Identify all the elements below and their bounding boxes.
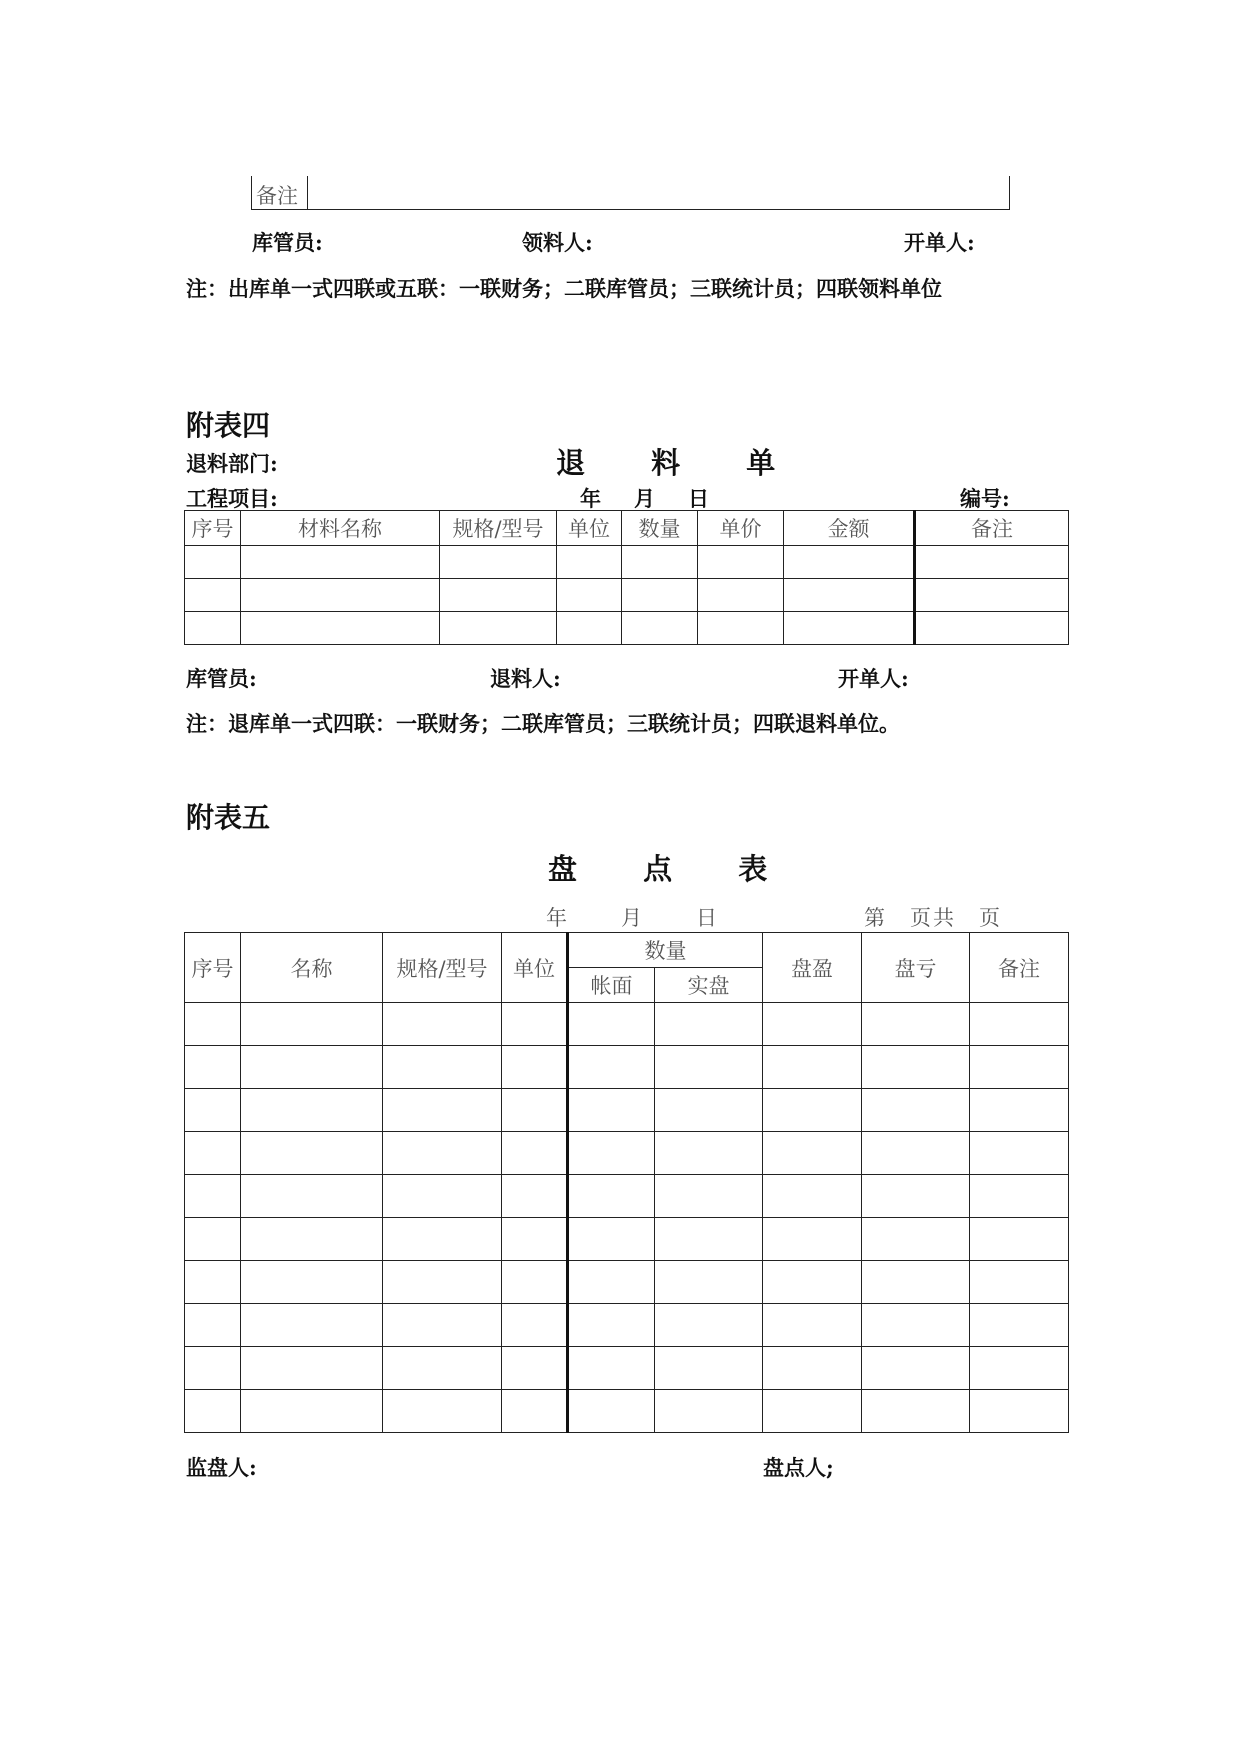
remark-label: 备注 [256, 184, 298, 208]
cell[interactable] [784, 579, 915, 612]
cell[interactable] [557, 612, 622, 645]
table-row [185, 1046, 1069, 1089]
cell[interactable] [502, 1046, 568, 1089]
annex4-dept-label: 退料部门: [186, 451, 278, 476]
cell[interactable] [241, 1218, 383, 1261]
cell[interactable] [970, 1089, 1069, 1132]
cell[interactable] [241, 1347, 383, 1390]
top-receiver-signature: 领料人: [522, 230, 593, 255]
table-row [185, 1003, 1069, 1046]
cell[interactable] [970, 1132, 1069, 1175]
cell[interactable] [763, 1218, 862, 1261]
cell[interactable] [655, 1089, 763, 1132]
cell[interactable] [502, 1132, 568, 1175]
cell[interactable] [862, 1347, 970, 1390]
cell[interactable] [502, 1003, 568, 1046]
cell[interactable] [763, 1261, 862, 1304]
annex5-date-label: 年 月 日 [546, 906, 721, 930]
cell[interactable] [502, 1175, 568, 1218]
cell[interactable] [185, 1218, 241, 1261]
cell[interactable] [862, 1003, 970, 1046]
cell[interactable] [655, 1218, 763, 1261]
cell[interactable] [568, 1003, 655, 1046]
cell[interactable] [440, 612, 557, 645]
cell[interactable] [568, 1261, 655, 1304]
header-seq: 序号 [185, 511, 241, 546]
cell[interactable] [185, 546, 241, 579]
cell[interactable] [784, 612, 915, 645]
cell[interactable] [970, 1304, 1069, 1347]
cell[interactable] [862, 1218, 970, 1261]
cell[interactable] [568, 1304, 655, 1347]
return-slip-table [184, 510, 1069, 645]
cell[interactable] [568, 1390, 655, 1433]
cell[interactable] [502, 1347, 568, 1390]
cell[interactable] [655, 1175, 763, 1218]
cell[interactable] [383, 1390, 502, 1433]
cell[interactable] [622, 579, 698, 612]
cell[interactable] [185, 1046, 241, 1089]
cell[interactable] [241, 1304, 383, 1347]
header-surplus: 盘盈 [763, 933, 862, 1003]
top-keeper-signature: 库管员: [252, 230, 323, 255]
header-seq: 序号 [185, 933, 241, 1003]
cell[interactable] [862, 1089, 970, 1132]
cell[interactable] [383, 1261, 502, 1304]
cell[interactable] [862, 1304, 970, 1347]
cell[interactable] [383, 1175, 502, 1218]
table-row [185, 1390, 1069, 1433]
cell[interactable] [185, 1132, 241, 1175]
header-remark: 备注 [970, 933, 1069, 1003]
cell[interactable] [185, 1003, 241, 1046]
cell[interactable] [383, 1304, 502, 1347]
cell[interactable] [241, 1089, 383, 1132]
inventory-header-row-1 [185, 933, 1069, 968]
return-slip-header-row [185, 511, 1069, 546]
cell[interactable] [241, 546, 440, 579]
cell[interactable] [763, 1390, 862, 1433]
table-row [185, 1261, 1069, 1304]
annex4-title: 退 料 单 [556, 446, 804, 480]
cell[interactable] [655, 1261, 763, 1304]
header-loss: 盘亏 [862, 933, 970, 1003]
cell[interactable] [502, 1390, 568, 1433]
cell[interactable] [784, 546, 915, 579]
cell[interactable] [970, 1003, 1069, 1046]
table-row [185, 1175, 1069, 1218]
table-row [185, 1347, 1069, 1390]
header-qty-actual: 实盘 [655, 968, 763, 1003]
cell[interactable] [502, 1261, 568, 1304]
header-unit: 单位 [502, 933, 568, 1003]
cell[interactable] [698, 612, 784, 645]
cell[interactable] [440, 579, 557, 612]
cell[interactable] [655, 1132, 763, 1175]
cell[interactable] [763, 1175, 862, 1218]
cell[interactable] [502, 1218, 568, 1261]
cell[interactable] [241, 612, 440, 645]
table-row [185, 1218, 1069, 1261]
cell[interactable] [698, 546, 784, 579]
cell[interactable] [915, 546, 1069, 579]
cell[interactable] [970, 1347, 1069, 1390]
cell[interactable] [241, 579, 440, 612]
cell[interactable] [241, 1175, 383, 1218]
inventory-count-table [184, 932, 1069, 1433]
cell[interactable] [698, 579, 784, 612]
cell[interactable] [763, 1046, 862, 1089]
cell[interactable] [763, 1003, 862, 1046]
cell[interactable] [557, 546, 622, 579]
cell[interactable] [655, 1046, 763, 1089]
cell[interactable] [241, 1003, 383, 1046]
table-row [185, 546, 1069, 579]
cell[interactable] [970, 1175, 1069, 1218]
cell[interactable] [862, 1046, 970, 1089]
header-remark: 备注 [915, 511, 1069, 546]
cell[interactable] [655, 1390, 763, 1433]
table-row [185, 612, 1069, 645]
cell[interactable] [241, 1046, 383, 1089]
annex5-counter-signature: 盘点人; [763, 1455, 834, 1480]
annex4-note: 注：退库单一式四联：一联财务；二联库管员；三联统计员；四联退料单位。 [186, 711, 900, 736]
cell[interactable] [862, 1390, 970, 1433]
table-row [185, 579, 1069, 612]
cell[interactable] [862, 1261, 970, 1304]
annex4-project-label: 工程项目: [186, 486, 278, 511]
cell[interactable] [383, 1347, 502, 1390]
cell[interactable] [502, 1089, 568, 1132]
header-unit: 单位 [557, 511, 622, 546]
table-row [185, 1132, 1069, 1175]
cell[interactable] [185, 1261, 241, 1304]
header-amount: 金额 [784, 511, 915, 546]
annex5-title: 盘 点 表 [548, 852, 796, 886]
cell[interactable] [383, 1132, 502, 1175]
cell[interactable] [568, 1089, 655, 1132]
header-material-name: 材料名称 [241, 511, 440, 546]
cell[interactable] [655, 1304, 763, 1347]
cell[interactable] [502, 1304, 568, 1347]
cell[interactable] [915, 612, 1069, 645]
cell[interactable] [185, 1390, 241, 1433]
cell[interactable] [568, 1347, 655, 1390]
cell[interactable] [763, 1347, 862, 1390]
cell[interactable] [185, 1304, 241, 1347]
header-qty: 数量 [568, 933, 763, 968]
header-unit-price: 单价 [698, 511, 784, 546]
cell[interactable] [383, 1218, 502, 1261]
top-note: 注：出库单一式四联或五联：一联财务；二联库管员；三联统计员；四联领料单位 [186, 276, 942, 301]
cell[interactable] [763, 1304, 862, 1347]
cell[interactable] [970, 1046, 1069, 1089]
header-name: 名称 [241, 933, 383, 1003]
cell[interactable] [970, 1261, 1069, 1304]
annex4-heading: 附表四 [186, 409, 271, 442]
cell[interactable] [241, 1261, 383, 1304]
cell[interactable] [970, 1218, 1069, 1261]
cell[interactable] [557, 579, 622, 612]
remark-row-box [251, 176, 1010, 210]
cell[interactable] [241, 1390, 383, 1433]
cell[interactable] [568, 1175, 655, 1218]
cell[interactable] [383, 1046, 502, 1089]
cell[interactable] [763, 1132, 862, 1175]
header-spec: 规格/型号 [383, 933, 502, 1003]
cell[interactable] [440, 546, 557, 579]
cell[interactable] [568, 1046, 655, 1089]
header-qty: 数量 [622, 511, 698, 546]
annex5-supervisor-signature: 监盘人: [186, 1455, 257, 1480]
cell[interactable] [383, 1089, 502, 1132]
cell[interactable] [185, 1347, 241, 1390]
annex4-number-label: 编号: [960, 486, 1010, 511]
remark-divider [307, 176, 308, 209]
inventory-body [185, 1003, 1069, 1433]
table-row [185, 1089, 1069, 1132]
annex4-keeper-signature: 库管员: [186, 666, 257, 691]
table-row [185, 1304, 1069, 1347]
annex5-heading: 附表五 [186, 801, 271, 834]
cell[interactable] [622, 546, 698, 579]
cell[interactable] [622, 612, 698, 645]
top-issuer-signature: 开单人: [904, 230, 975, 255]
cell[interactable] [862, 1132, 970, 1175]
cell[interactable] [655, 1003, 763, 1046]
cell[interactable] [568, 1132, 655, 1175]
annex4-date-label: 年 月 日 [580, 486, 715, 511]
cell[interactable] [241, 1132, 383, 1175]
cell[interactable] [915, 579, 1069, 612]
cell[interactable] [970, 1390, 1069, 1433]
header-qty-book: 帐面 [568, 968, 655, 1003]
cell[interactable] [763, 1089, 862, 1132]
cell[interactable] [185, 1175, 241, 1218]
annex4-issuer-signature: 开单人: [838, 666, 909, 691]
cell[interactable] [568, 1218, 655, 1261]
header-spec: 规格/型号 [440, 511, 557, 546]
cell[interactable] [655, 1347, 763, 1390]
cell[interactable] [383, 1003, 502, 1046]
cell[interactable] [185, 579, 241, 612]
cell[interactable] [185, 1089, 241, 1132]
cell[interactable] [862, 1175, 970, 1218]
annex5-page-label: 第 页共 页 [864, 906, 1002, 930]
cell[interactable] [185, 612, 241, 645]
annex4-returner-signature: 退料人: [490, 666, 561, 691]
